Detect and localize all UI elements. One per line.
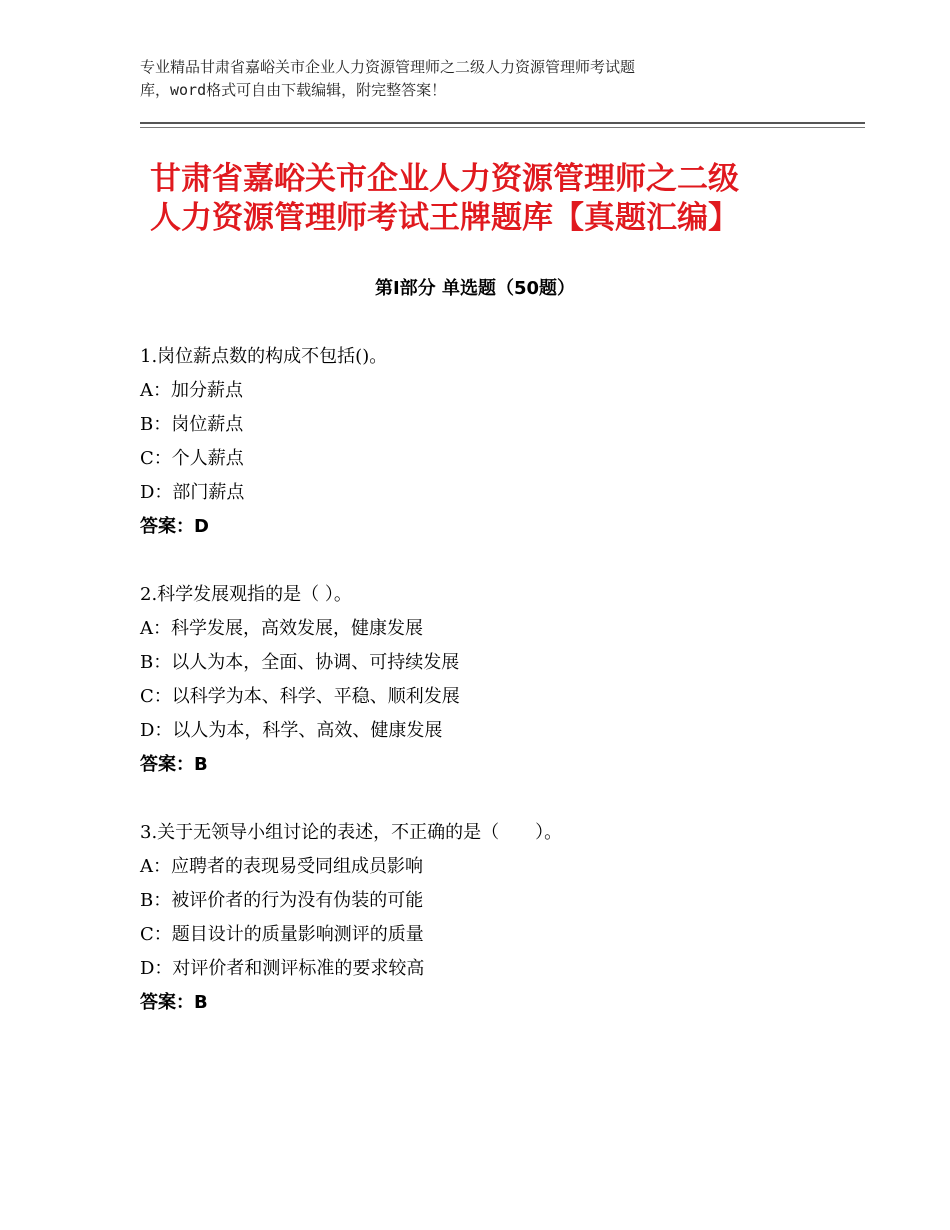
question-2 (140, 578, 860, 782)
header-note-line-2: 库，word格式可自由下载编辑，附完整答案！ (140, 81, 447, 99)
header-note-line-1: 专业精品甘肃省嘉峪关市企业人力资源管理师之二级人力资源管理师考试题 (140, 58, 636, 76)
answer-line: 答案：D (140, 516, 209, 537)
option-d: D：部门薪点 (140, 482, 245, 503)
question-stem: 3.关于无领导小组讨论的表述，不正确的是（ ）。 (140, 822, 563, 843)
header-divider-thick (140, 122, 865, 124)
section-heading: 第Ⅰ部分 单选题（50题） (374, 278, 575, 299)
option-b: B：岗位薪点 (140, 414, 244, 435)
option-a: A：科学发展，高效发展，健康发展 (140, 618, 423, 639)
option-c: C：题目设计的质量影响测评的质量 (140, 924, 424, 945)
question-1 (140, 340, 860, 544)
document-title-line-2: 人力资源管理师考试王牌题库【真题汇编】 (150, 200, 739, 236)
option-b: B：被评价者的行为没有伪装的可能 (140, 890, 424, 911)
answer-line: 答案：B (140, 754, 208, 775)
question-stem: 1.岗位薪点数的构成不包括()。 (140, 346, 388, 367)
header-note (140, 56, 780, 102)
option-d: D：以人为本，科学、高效、健康发展 (140, 720, 443, 741)
option-b: B：以人为本，全面、协调、可持续发展 (140, 652, 460, 673)
document-title-line-1: 甘肃省嘉峪关市企业人力资源管理师之二级 (150, 161, 739, 197)
header-divider-thin (140, 127, 865, 128)
option-c: C：个人薪点 (140, 448, 244, 469)
document-title (150, 160, 850, 238)
answer-line: 答案：B (140, 992, 208, 1013)
question-stem: 2.科学发展观指的是（ ）。 (140, 584, 352, 605)
question-3 (140, 816, 860, 1020)
option-d: D：对评价者和测评标准的要求较高 (140, 958, 425, 979)
option-c: C：以科学为本、科学、平稳、顺利发展 (140, 686, 460, 707)
option-a: A：加分薪点 (140, 380, 243, 401)
option-a: A：应聘者的表现易受同组成员影响 (140, 856, 423, 877)
question-list (140, 340, 860, 1054)
